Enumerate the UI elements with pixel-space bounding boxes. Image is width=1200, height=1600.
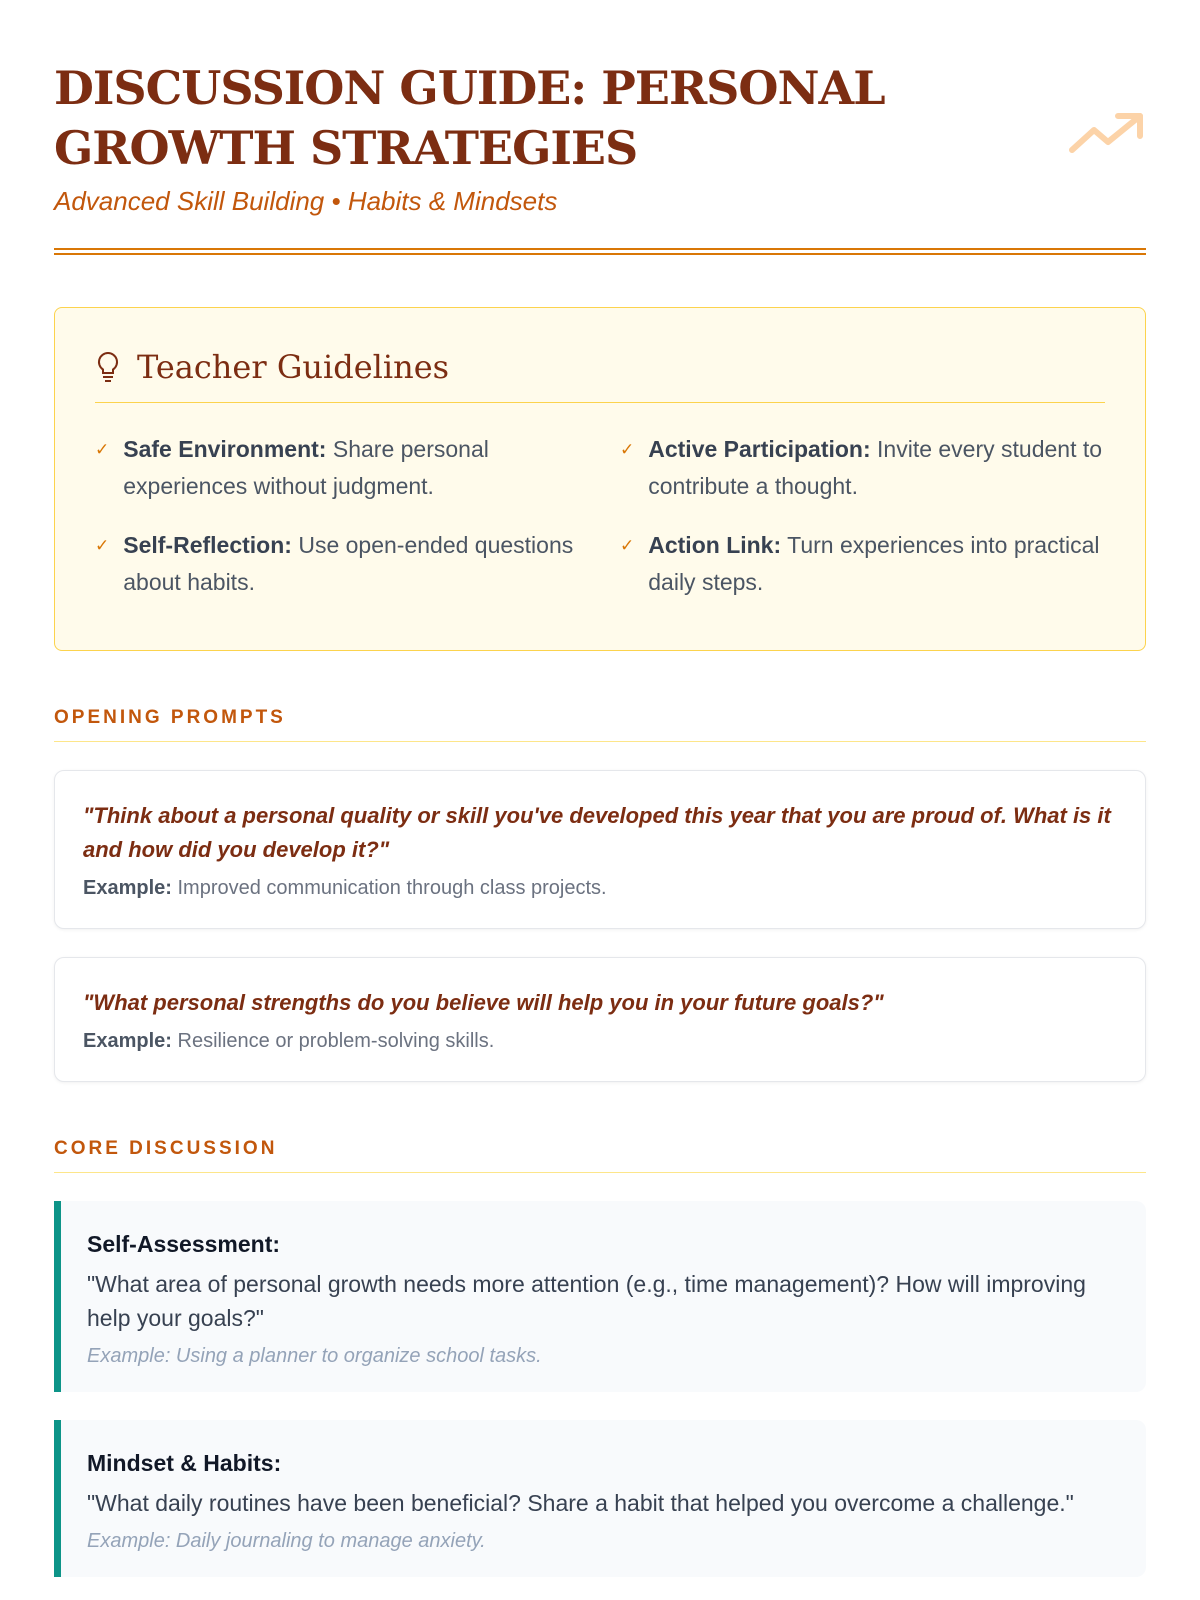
document: [54, 0, 1146, 1577]
example-text: Improved communication through class projects.: [177, 877, 607, 899]
core-label: Self-Assessment:: [87, 1231, 281, 1257]
guidelines-header: [95, 348, 1105, 403]
guideline-text: Invite every student to contribute a thought.: [648, 436, 1103, 499]
example-text: Resilience or problem-solving skills.: [177, 1030, 495, 1052]
guideline-text: Turn experiences into practical daily steps.: [648, 532, 1100, 595]
prompt-card: [54, 770, 1146, 929]
core-example: Example: Daily journaling to manage anxiety.: [87, 1530, 486, 1552]
prompt-example: [83, 1030, 1117, 1053]
lightbulb-icon: [95, 350, 121, 384]
check-icon: ✓: [95, 536, 110, 555]
page-title: DISCUSSION GUIDE: PERSONAL GROWTH STRATEGIES: [54, 61, 885, 175]
guideline-text: Share personal experiences without judgment.: [123, 436, 489, 499]
guideline-label: Self-Reflection:: [123, 532, 292, 558]
guideline-label: Active Participation:: [648, 436, 871, 462]
guideline-text: Use open-ended questions about habits.: [123, 532, 574, 595]
prompt-card: [54, 957, 1146, 1082]
example-label: Example:: [83, 877, 172, 899]
core-question: "What daily routines have been beneficial? Share a habit that helped you overcome a challenge.": [87, 1490, 1074, 1516]
guideline-item: [95, 431, 580, 505]
guidelines-list: [95, 431, 1105, 601]
guideline-label: Safe Environment:: [123, 436, 327, 462]
core-discussion-card: [54, 1420, 1146, 1577]
header: [54, 0, 1146, 255]
teacher-guidelines: [54, 307, 1146, 651]
core-label: Mindset & Habits:: [87, 1450, 282, 1476]
core-example: Example: Using a planner to organize school tasks.: [87, 1345, 542, 1367]
check-icon: ✓: [95, 440, 110, 459]
guidelines-title: Teacher Guidelines: [137, 348, 450, 386]
check-icon: ✓: [620, 536, 635, 555]
header-divider: [54, 248, 1146, 255]
prompt-example: [83, 877, 1117, 900]
opening-prompts-heading: OPENING PROMPTS: [54, 707, 1146, 742]
core-discussion-heading: CORE DISCUSSION: [54, 1138, 1146, 1173]
page-subtitle: Advanced Skill Building • Habits & Mindsets: [54, 186, 558, 216]
guideline-item: [620, 527, 1105, 601]
prompt-question: "Think about a personal quality or skill you've developed this year that you are proud of. What is it and how did you develop it?": [83, 803, 1111, 862]
prompt-question: "What personal strengths do you believe will help you in your future goals?": [83, 990, 884, 1015]
guideline-label: Action Link:: [648, 532, 782, 558]
core-discussion-card: [54, 1201, 1146, 1392]
guideline-item: [620, 431, 1105, 505]
trending-up-icon: [1068, 110, 1146, 158]
core-question: "What area of personal growth needs more attention (e.g., time management)? How will improving help your goals?": [87, 1271, 1086, 1331]
guideline-item: [95, 527, 580, 601]
example-label: Example:: [83, 1030, 172, 1052]
check-icon: ✓: [620, 440, 635, 459]
